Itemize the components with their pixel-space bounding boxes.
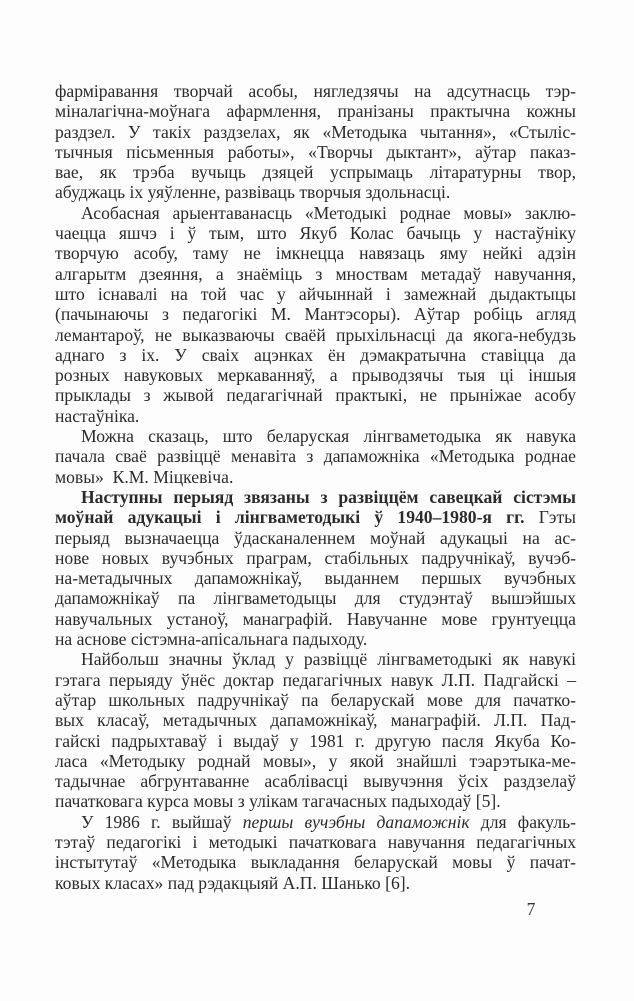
text-line (55, 507, 576, 527)
text-run: абуджаць іх уяўленне, развіваць творчыя здольнасці. (55, 182, 451, 203)
text-line (55, 162, 576, 182)
text-run: тэтаў педагогікі і методыкі пачатковага навучання педагагічных (55, 831, 576, 852)
text-run: (пачынаючы з педагогікі М. Мантэсоры). Аўтар робіць агляд (55, 304, 576, 325)
text-line (55, 731, 576, 751)
text-line (55, 791, 576, 811)
text-line (55, 812, 576, 832)
text-run: перыяд вызначаецца ўдасканаленнем моўнай адукацыі на ас- (55, 527, 576, 548)
page-number: 7 (526, 899, 536, 919)
text-run: на аснове сістэмна-апісальнага падыходу. (55, 629, 368, 650)
text-line (55, 325, 576, 345)
text-line (55, 446, 576, 466)
text-run: пачала сваё развіццё менавіта з дапаможніка «Методыка роднае (55, 446, 576, 467)
text-line (55, 568, 576, 588)
text-run: навучальных устаноў, манаграфій. Навучанне мове грунтуецца (55, 608, 576, 629)
text-line (55, 243, 576, 263)
text-line (55, 528, 576, 548)
text-run: інстытутаў «Методыка выкладання беларускай мовы ў пачат- (55, 852, 576, 873)
text-run: творчую асобу, таму не імкнецца навязаць яму нейкі адзін (55, 243, 576, 264)
text-run: на-метадычных дапаможнікаў, выданнем першых вучэбных (55, 568, 576, 589)
text-run: фарміравання творчай асобы, нягледзячы на адсутнасць тэр- (55, 81, 576, 101)
text-run: вае, як трэба вучыць дзяцей успрымаць літаратурны твор, (55, 162, 576, 183)
text-run: нове новых вучэбных праграм, стабільных падручнікаў, вучэб- (55, 547, 576, 568)
text-run: чаецца яшчэ і ў тым, што Якуб Колас бачыць у настаўніку (55, 223, 576, 244)
bold-text-run: Наступны перыяд звязаны з развіццём савецкай сістэмы (81, 486, 576, 507)
text-run: дапаможнікаў па лінгваметодыцы для студэнтаў вышэйшых (55, 588, 576, 609)
text-run: ковых класах» пад рэдакцыяй А.П. Шанько [6]. (55, 872, 411, 893)
text-line (55, 406, 576, 426)
text-run: міналагічна-моўнага афармлення, пранізаны практычна кожны (55, 101, 576, 122)
text-line (55, 122, 576, 142)
text-run: лемантароў, не выказваючы сваёй прыхільнасці да якога-небудзь (55, 324, 576, 345)
text-run: раздзел. У такіх раздзелах, як «Методыка чытання», «Стыліс- (55, 121, 576, 142)
text-run: аўтар школьных падручнікаў па беларускай мове для пачатко- (55, 689, 576, 710)
paragraph-6 (55, 812, 576, 893)
text-line (55, 609, 576, 629)
text-line (55, 690, 576, 710)
text-run: аднаго з іх. У сваіх ацэнках ён дэмакратычна ставіцца да (55, 344, 576, 365)
text-run: тадычнае абгрунтаванне асаблівасці вывучэння ўсіх раздзелаў (55, 771, 576, 792)
text-run: гэтага перыяду ўнёс доктар педагагічных навук Л.П. Падгайскі – (55, 669, 576, 690)
text-line (55, 385, 576, 405)
text-run: тычныя пісьменныя работы», «Творчы дыктант», аўтар паказ- (55, 141, 576, 162)
text-line (55, 203, 576, 223)
text-line (55, 264, 576, 284)
text-run: мовы» К.М. Міцкевіча. (55, 466, 234, 487)
text-run: У 1986 г. выйшаў (81, 811, 243, 832)
text-block (55, 81, 576, 893)
text-line (55, 873, 576, 893)
text-run: што існавалі на той час у айчыннай і замежнай дыдактыцы (55, 283, 576, 304)
text-line (55, 548, 576, 568)
text-line (55, 304, 576, 324)
text-line (55, 284, 576, 304)
text-run: гайскі падрыхтаваў і выдаў у 1981 г. другую пасля Якуба Ко- (55, 730, 576, 751)
text-run: настаўніка. (55, 405, 140, 426)
text-line (55, 182, 576, 202)
paragraph-4 (55, 487, 576, 649)
text-line (55, 467, 576, 487)
paragraph-5 (55, 649, 576, 811)
text-line (55, 142, 576, 162)
text-run: для факуль- (469, 811, 576, 832)
text-run: Асобасная арыентаванасць «Методыкі роднае мовы» заклю- (81, 202, 576, 223)
text-run: Можна сказаць, што беларуская лінгваметодыка як навука (81, 426, 576, 447)
text-run: розных навуковых меркаванняў, а прыводзячы тыя ці іншыя (55, 365, 576, 386)
text-run: прыклады з жывой педагагічнай практыкі, не прыніжае асобу (55, 385, 576, 406)
text-line (55, 771, 576, 791)
text-line (55, 487, 576, 507)
text-run: алгарытм дзеяння, а знаёміць з мноствам метадаў навучання, (55, 263, 576, 284)
text-line (55, 629, 576, 649)
paragraph-1 (55, 81, 576, 203)
paragraph-2 (55, 203, 576, 426)
text-line (55, 81, 576, 101)
bold-text-run: моўнай адукацыі і лінгваметодыкі ў 1940–1980-я гг. (55, 507, 525, 528)
text-run: ласа «Методыку роднай мовы», у якой знайшлі тэарэтыка-ме- (55, 750, 576, 771)
text-run: Гэты (524, 507, 576, 528)
text-run: Найбольш значны ўклад у развіццё лінгваметодыкі як навукі (81, 649, 576, 670)
text-line (55, 101, 576, 121)
paragraph-3 (55, 426, 576, 487)
text-line (55, 649, 576, 669)
text-line (55, 670, 576, 690)
text-line (55, 426, 576, 446)
italic-text-run: першы вучэбны дапаможнік (242, 811, 470, 832)
text-line (55, 710, 576, 730)
text-line (55, 751, 576, 771)
text-line (55, 223, 576, 243)
text-line (55, 852, 576, 872)
text-line (55, 832, 576, 852)
text-line (55, 588, 576, 608)
text-run: вых класаў, метадычных дапаможнікаў, манаграфій. Л.П. Пад- (55, 710, 576, 731)
text-line (55, 345, 576, 365)
text-line (55, 365, 576, 385)
text-run: пачатковага курса мовы з улікам тагачасных падыходаў [5]. (55, 791, 501, 812)
